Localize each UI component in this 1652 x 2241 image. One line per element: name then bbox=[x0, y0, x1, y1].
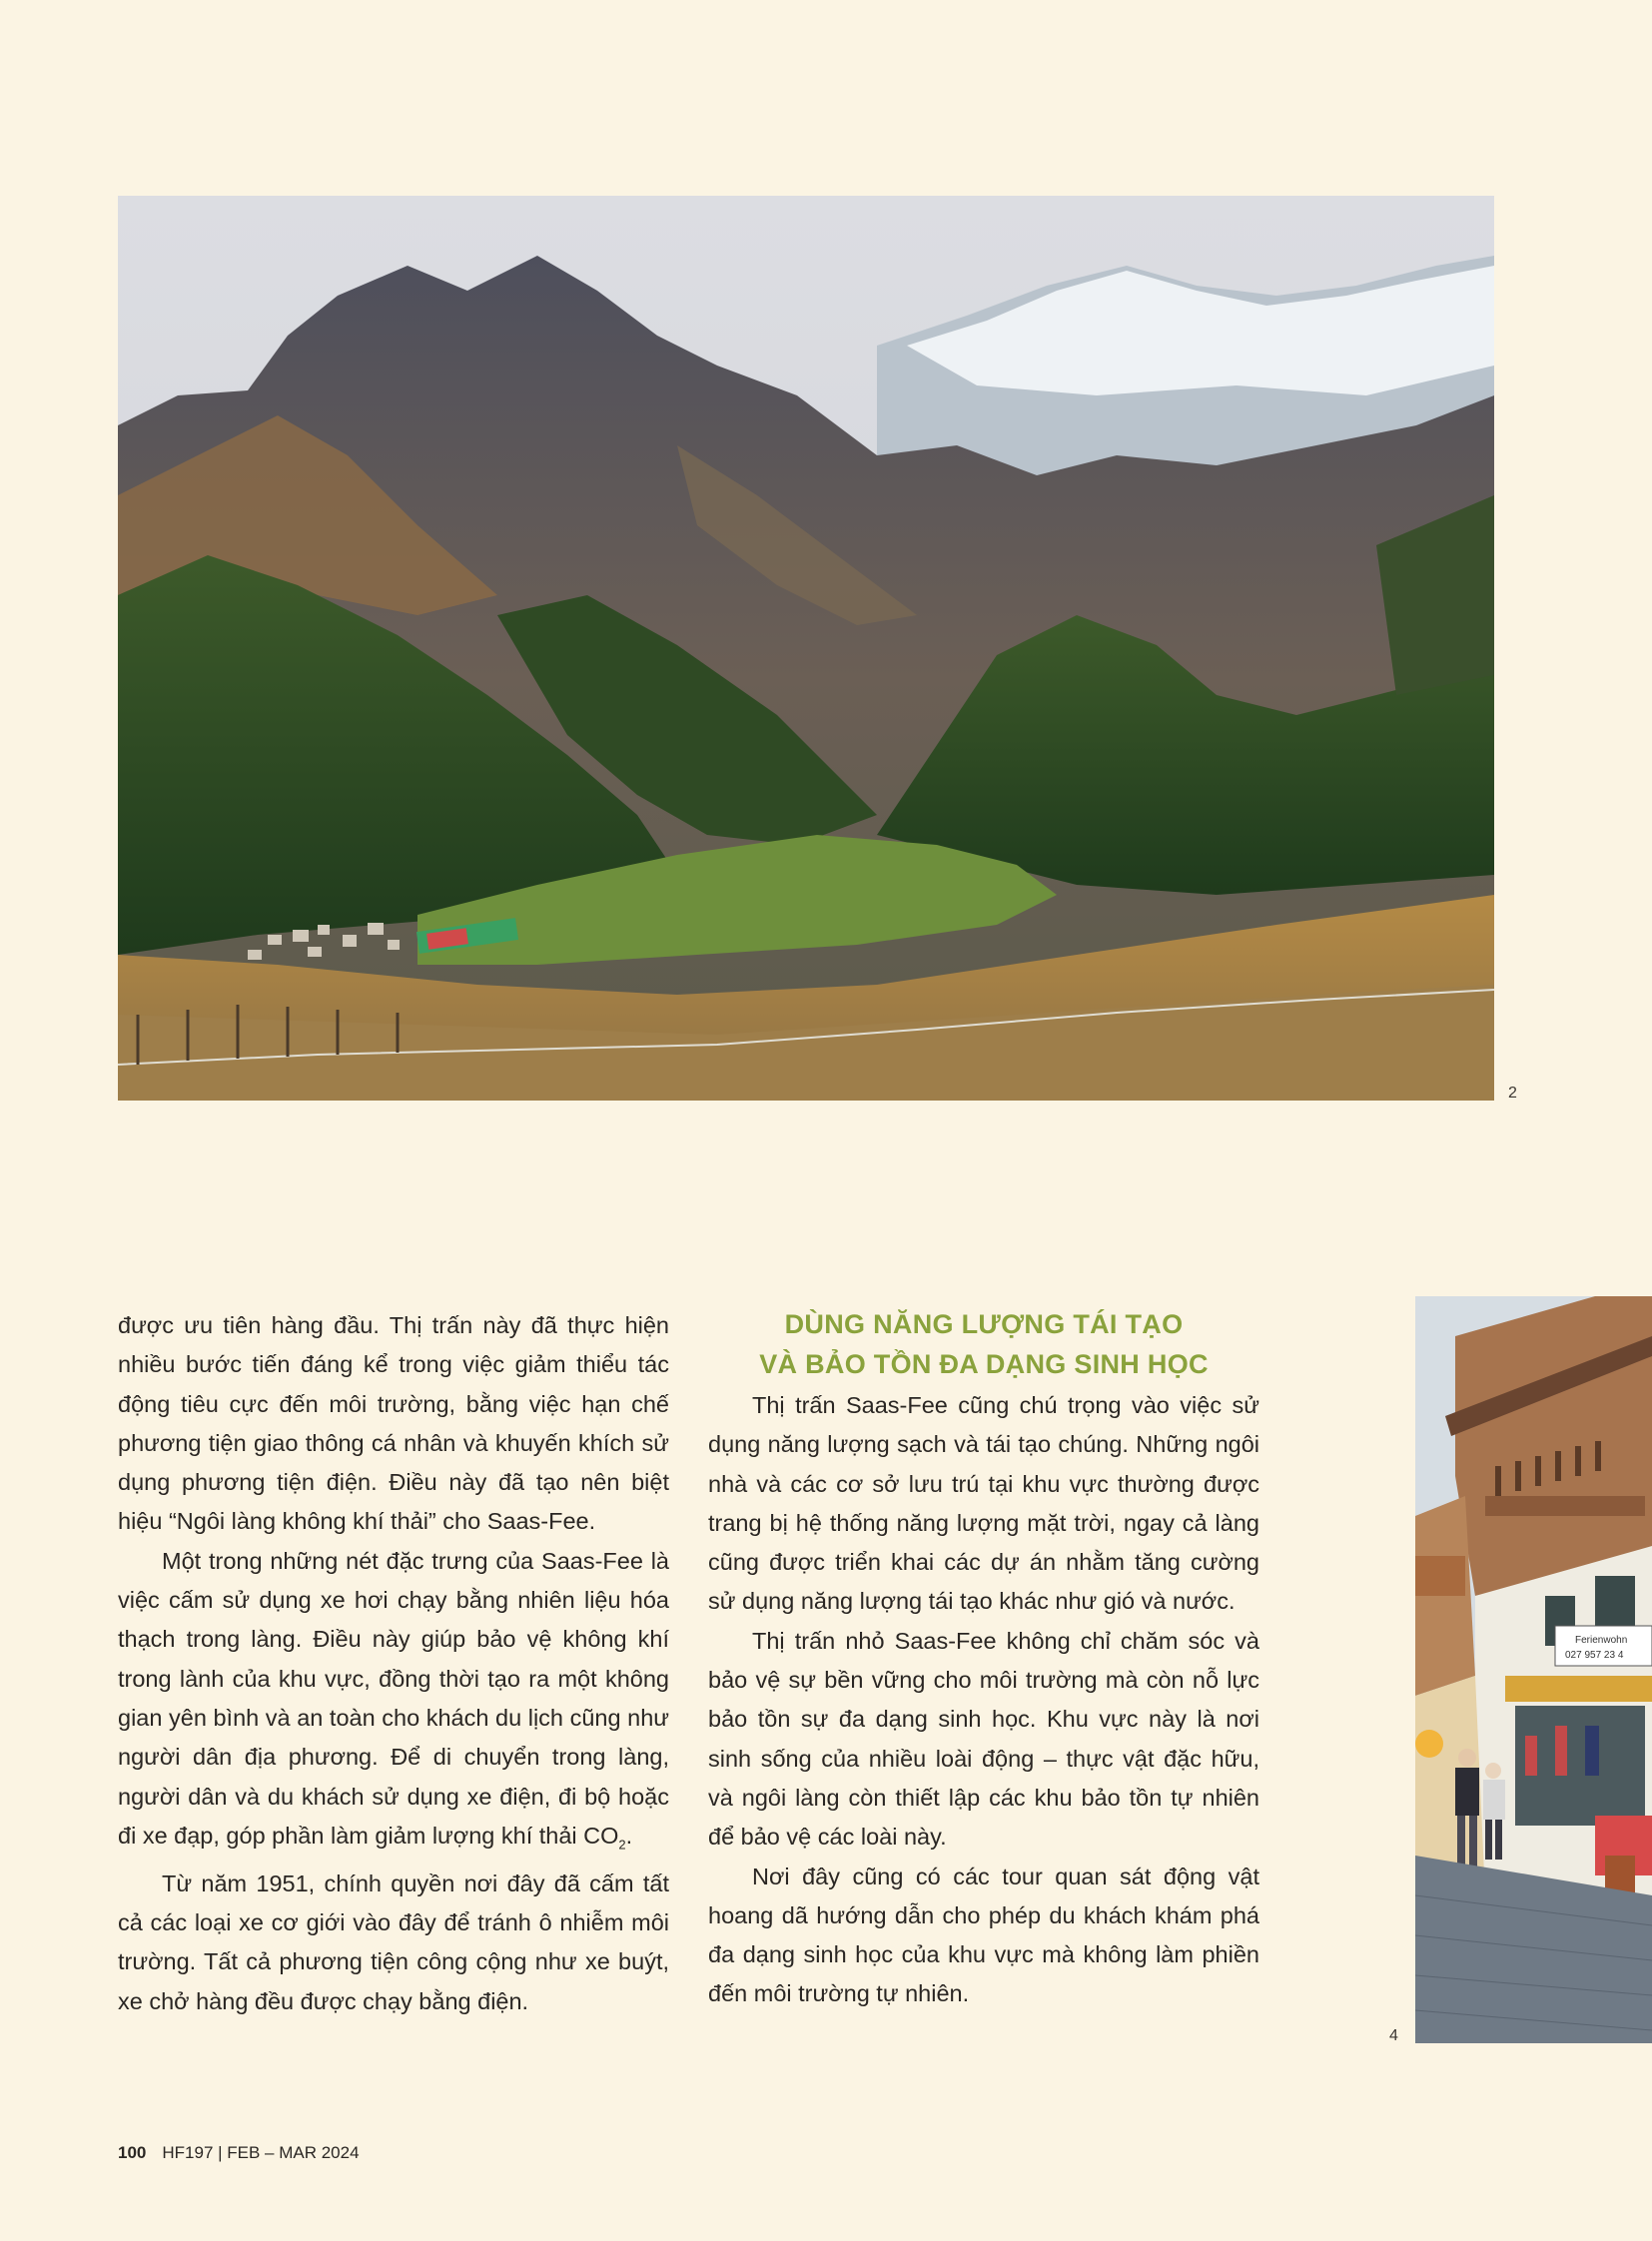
mountain-valley-photo bbox=[118, 196, 1494, 1101]
sign-text-1: Ferienwohn bbox=[1575, 1635, 1628, 1646]
heading-line-2: VÀ BẢO TỒN ĐA DẠNG SINH HỌC bbox=[759, 1349, 1209, 1379]
page-footer bbox=[118, 2143, 360, 2163]
section-heading bbox=[708, 1304, 1259, 1384]
left-paragraph-1: được ưu tiên hàng đầu. Thị trấn này đã thực hiện nhiều bước tiến đáng kể trong việc giảm thiểu tác động tiêu cực đến môi trường, bằng việc hạn chế phương tiện giao thông cá nhân và khuyến khích sử dụng phương tiện điện. Điều này đã tạo nên biệt hiệu “Ngôi làng không khí thải” cho Saas-Fee. bbox=[118, 1312, 669, 1535]
right-paragraph-1: Thị trấn Saas-Fee cũng chú trọng vào việc sử dụng năng lượng sạch và tái tạo chúng. Những ngôi nhà và các cơ sở lưu trú tại khu vực thường được trang bị hệ thống năng lượng mặt trời, ngay cả làng cũng được triển khai các dự án nhằm tăng cường sử dụng năng lượng tái tạo khác như gió và nước. bbox=[708, 1392, 1259, 1615]
village-street-photo bbox=[1415, 1296, 1652, 2043]
right-column bbox=[708, 1386, 1259, 2014]
sign-text-2: 027 957 23 4 bbox=[1565, 1650, 1624, 1661]
page-number: 100 bbox=[118, 2143, 147, 2162]
right-paragraph-2: Thị trấn nhỏ Saas-Fee không chỉ chăm sóc và bảo vệ sự bền vững cho môi trường mà còn nỗ lực bảo tồn sự đa dạng sinh học. Khu vực này là nơi sinh sống của nhiều loài động – thực vật đặc hữu, và ngôi làng còn thiết lập các khu bảo tồn tự nhiên để bảo vệ các loài này. bbox=[708, 1627, 1259, 1851]
photo-number-4: 4 bbox=[1389, 2027, 1398, 2044]
photo-number-2: 2 bbox=[1508, 1085, 1517, 1102]
heading-line-1: DÙNG NĂNG LƯỢNG TÁI TẠO bbox=[784, 1309, 1184, 1339]
left-paragraph-2: Một trong những nét đặc trưng của Saas-Fee là việc cấm sử dụng xe hơi chạy bằng nhiên liệu hóa thạch trong làng. Điều này giúp bảo vệ không khí trong lành của khu vực, đồng thời tạo ra một không gian yên bình và an toàn cho khách du lịch cũng như người dân địa phương. Để di chuyển trong làng, người dân và du khách sử dụng xe điện, đi bộ hoặc đi xe đạp, góp phần làm giảm lượng khí thải $CO_2$. bbox=[118, 1547, 669, 1853]
left-paragraph-3: Từ năm 1951, chính quyền nơi đây đã cấm tất cả các loại xe cơ giới vào đây để tránh ô nhiễm môi trường. Tất cả phương tiện công cộng như xe buýt, xe chở hàng đều được chạy bằng điện. bbox=[118, 1869, 669, 2014]
left-column bbox=[118, 1306, 669, 2021]
right-paragraph-3: Nơi đây cũng có các tour quan sát động vật hoang dã hướng dẫn cho phép du khách khám phá đa dạng sinh học của khu vực mà không làm phiền đến môi trường tự nhiên. bbox=[708, 1863, 1259, 2007]
issue-info: HF197 | FEB – MAR 2024 bbox=[162, 2143, 360, 2162]
